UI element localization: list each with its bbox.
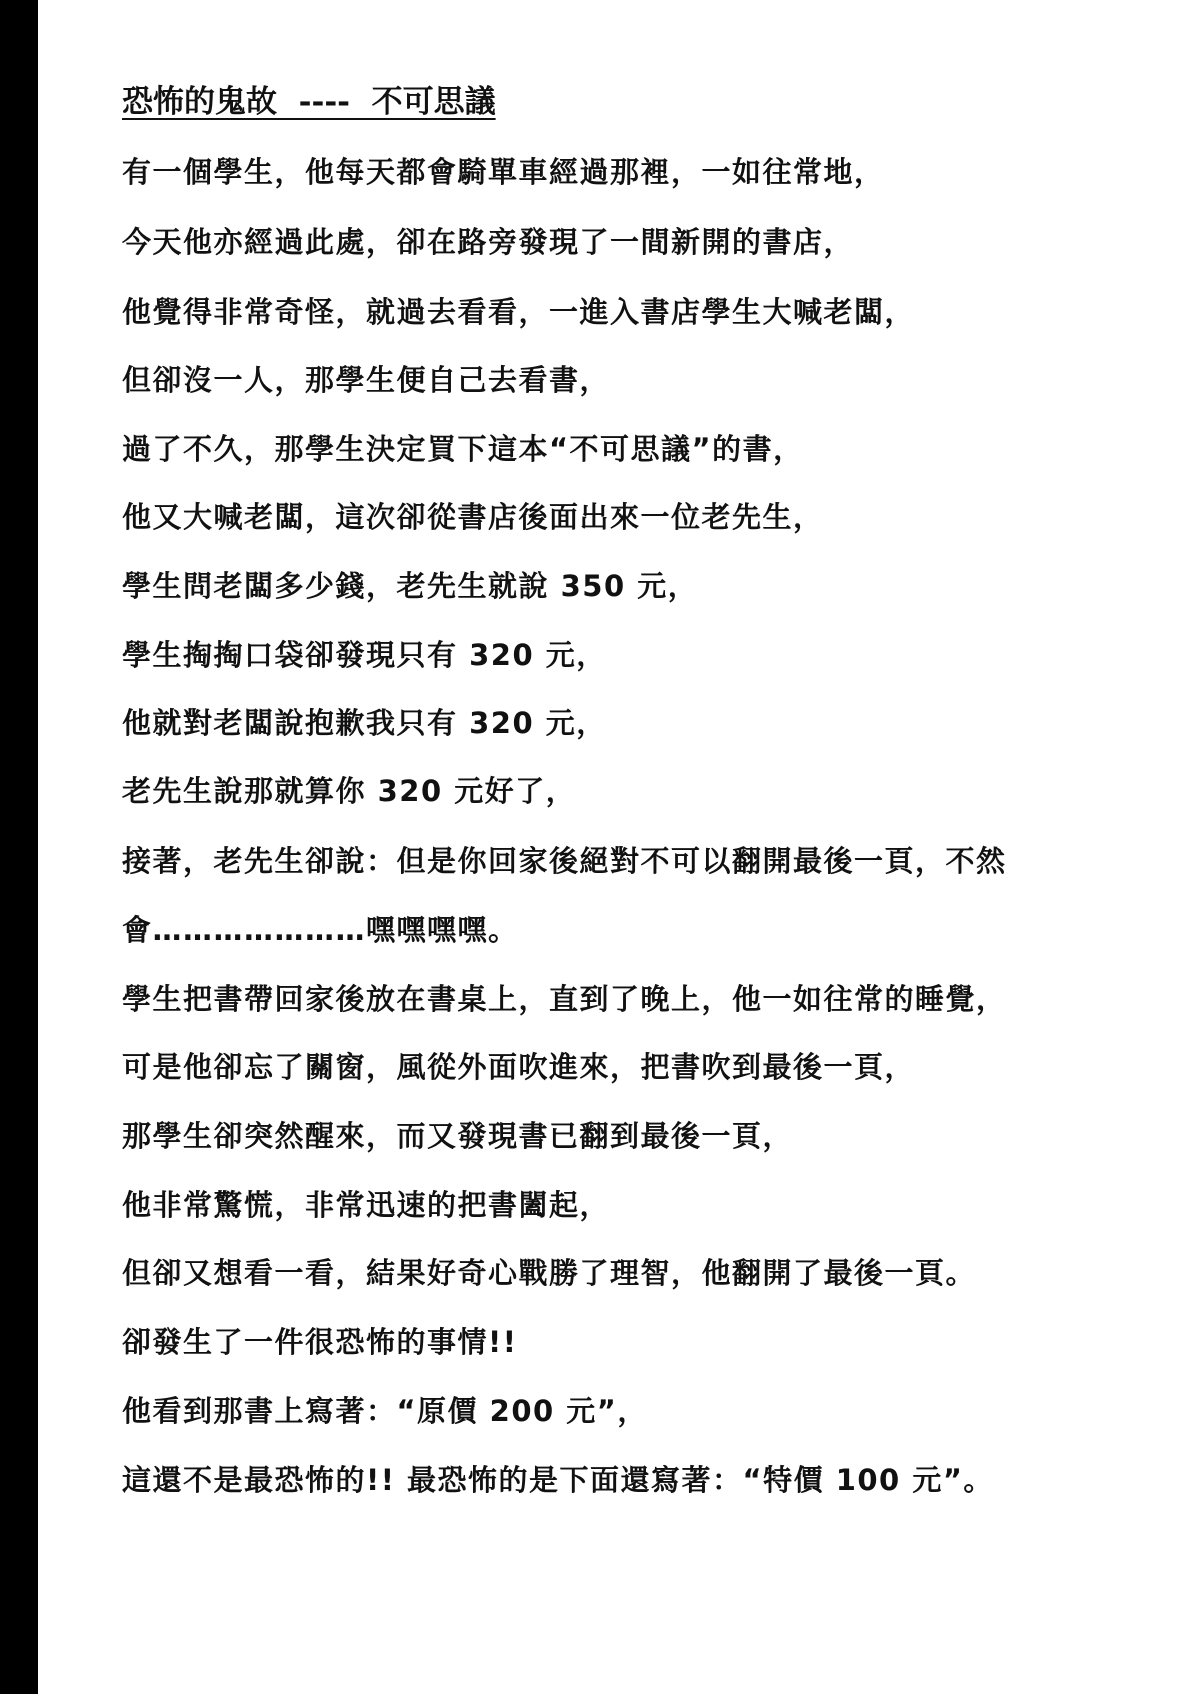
story-line: 今天他亦經過此處，卻在路旁發現了一間新開的書店， <box>122 225 855 259</box>
story-line: 學生把書帶回家後放在書桌上，直到了晚上，他一如往常的睡覺， <box>122 982 1007 1016</box>
story-line: 這還不是最恐怖的!! 最恐怖的是下面還寫著：“特價 100 元”。 <box>122 1463 994 1497</box>
story-line: 卻發生了一件很恐怖的事情!! <box>122 1325 518 1359</box>
story-line: 老先生說那就算你 320 元好了， <box>122 774 577 808</box>
story-line: 可是他卻忘了關窗，風從外面吹進來，把書吹到最後一頁， <box>122 1050 916 1084</box>
story-line: 有一個學生，他每天都會騎單車經過那裡，一如往常地， <box>122 155 885 189</box>
scan-black-edge <box>0 0 38 1694</box>
story-line: 學生問老闆多少錢，老先生就說 350 元， <box>122 569 699 603</box>
story-line: 學生掏掏口袋卻發現只有 320 元， <box>122 638 607 672</box>
story-line: 但卻沒一人，那學生便自己去看書， <box>122 363 611 397</box>
story-line: 那學生卻突然醒來，而又發現書已翻到最後一頁， <box>122 1119 794 1153</box>
story-line: 他就對老闆說抱歉我只有 320 元， <box>122 706 607 740</box>
story-line: 接著，老先生卻說：但是你回家後絕對不可以翻開最後一頁，不然 <box>122 844 1007 878</box>
story-line: 他覺得非常奇怪，就過去看看，一進入書店學生大喊老闆， <box>122 295 916 329</box>
story-line: 他非常驚慌，非常迅速的把書闔起， <box>122 1188 611 1222</box>
story-line: 但卻又想看一看，結果好奇心戰勝了理智，他翻開了最後一頁。 <box>122 1256 977 1290</box>
story-line: 過了不久，那學生決定買下這本“不可思議”的書， <box>122 432 804 466</box>
document-page <box>38 0 1200 1694</box>
story-line: 他看到那書上寫著：“原價 200 元”， <box>122 1394 648 1428</box>
story-title: 恐怖的鬼故 ---- 不可思議 <box>122 84 496 120</box>
story-line: 他又大喊老闆，這次卻從書店後面出來一位老先生， <box>122 500 824 534</box>
story-line: 會…………………嘿嘿嘿嘿。 <box>122 913 519 947</box>
